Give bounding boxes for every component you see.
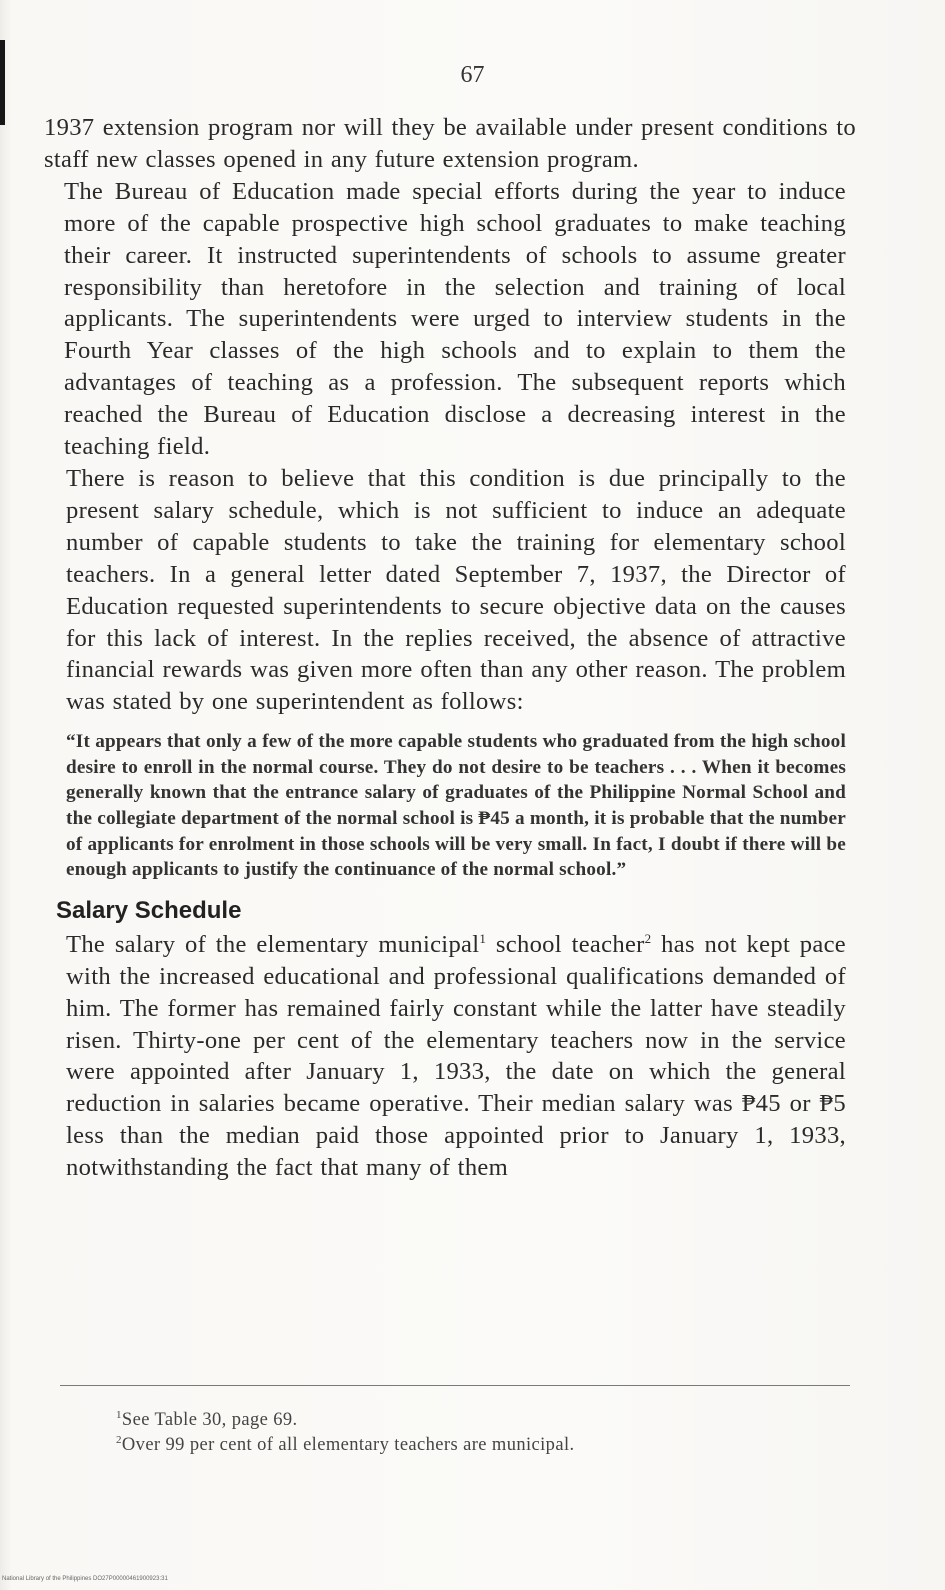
- page-body: [44, 112, 856, 1184]
- paragraph-text: has not kept pace with the increased educational and professional qualifications demanded of him. The former has remained fairly constant while the latter have steadily risen. Thirty-one per cent of the elementary teachers now in the service were appointed after January 1, 1933, the date on which the general reduction in salaries became operative. Their median salary was ₱45 or ₱5 less than the median paid those appointed prior to January 1, 1933, notwithstanding the fact that many of them: [66, 930, 847, 1182]
- footnote-mark: 1: [116, 1409, 122, 1421]
- paragraph-text: The Bureau of Education made special efforts during the year to induce more of the capable prospective high school graduates to make teaching their career. It instructed superintendents of schools to assume greater responsibility than heretofore in the selection and training of local applicants. The superintendents were urged to interview students in the Fourth Year classes of the high schools and to explain to them the advantages of teaching as a profession. The subsequent reports which reached the Bureau of Education disclose a decreasing interest in the teaching field.: [64, 177, 846, 461]
- scan-attribution: National Library of the Philippines DO27P00000461900923:31: [2, 1576, 168, 1582]
- page-number: 67: [460, 62, 485, 88]
- paragraph-text: The salary of the elementary municipal: [66, 930, 480, 958]
- footnote-mark: 2: [116, 1434, 122, 1446]
- paragraph-continued: 1937 extension program nor will they be available under present conditions to staff new classes opened in any future extension program.: [44, 114, 856, 173]
- section-heading: Salary Schedule: [56, 896, 242, 924]
- paragraph-salary-reason: There is reason to believe that this condition is due principally to the present salary schedule, which is not sufficient to induce an adequate number of capable students to take the training for elementary school teachers. In a general letter dated September 7, 1937, the Director of Education requested superintendents to secure objective data on the causes for this lack of interest. In the replies received, the absence of attractive financial rewards was given more often than any other reason. The problem was stated by one superintendent as follows:: [66, 464, 846, 716]
- paragraph-bureau-efforts: [64, 176, 846, 463]
- footnote-ref-1: 1: [479, 930, 487, 946]
- footnote-text: See Table 30, page 69.: [121, 1410, 298, 1430]
- footnote-divider: [60, 1385, 850, 1386]
- footnote-2: [116, 1433, 816, 1458]
- paragraph-salary-schedule: [66, 929, 846, 1184]
- footnote-1: [116, 1408, 816, 1433]
- footnote-ref-2: 2: [644, 930, 652, 946]
- footnote-text: Over 99 per cent of all elementary teachers are municipal.: [121, 1435, 575, 1455]
- superintendent-quote: “It appears that only a few of the more capable students who graduated from the high school desire to enroll in the normal course. They do not desire to be teachers . . . When it becomes generally known that the entrance salary of graduates of the Philippine Normal School and the collegiate department of the normal school is ₱45 a month, it is probable that the number of applicants for enrolment in those schools will be very small. In fact, I doubt if there will be enough applicants to justify the continuance of the normal school.”: [66, 731, 846, 881]
- paragraph-text: school teacher: [486, 930, 645, 958]
- footnotes: [116, 1408, 816, 1458]
